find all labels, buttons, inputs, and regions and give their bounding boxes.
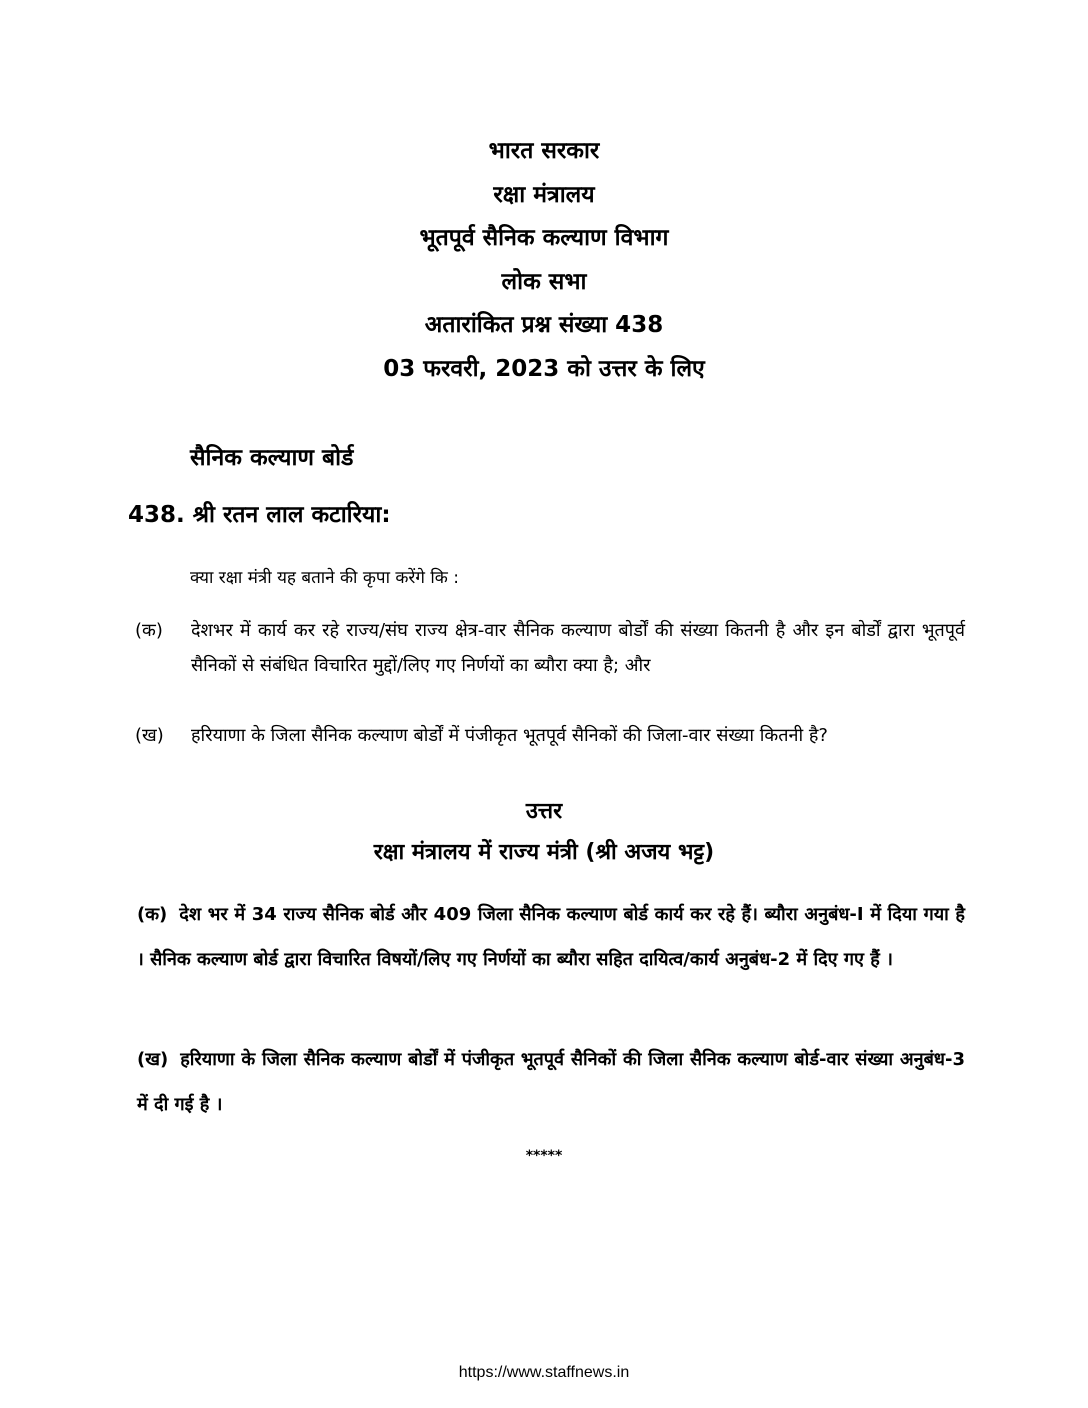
- question-intro: क्या रक्षा मंत्री यह बताने की कृपा करेंगे कि :: [190, 568, 459, 588]
- answer-item-ka: [137, 892, 965, 982]
- header-question-number: अतारांकित प्रश्न संख्या 438: [424, 312, 664, 338]
- header-answer-date: 03 फरवरी, 2023 को उत्तर के लिए: [383, 355, 705, 382]
- question-label: (ख): [135, 725, 164, 746]
- header-house: लोक सभा: [501, 268, 587, 295]
- answer-item-kha: [137, 1037, 965, 1127]
- footer-url[interactable]: https://www.staffnews.in: [458, 1364, 630, 1381]
- answering-minister: रक्षा मंत्रालय में राज्य मंत्री (श्री अजय भट्ट): [373, 840, 715, 865]
- question-item-ka: [135, 613, 965, 683]
- answer-label: (ख): [137, 1049, 169, 1070]
- header-department: भूतपूर्व सैनिक कल्याण विभाग: [419, 225, 669, 251]
- question-item-kha: [135, 718, 965, 753]
- end-marker: *****: [525, 1148, 563, 1164]
- document-header: [0, 130, 1088, 391]
- header-ministry: रक्षा मंत्रालय: [493, 181, 595, 208]
- answer-text: हरियाणा के जिला सैनिक कल्याण बोर्डों में पंजीकृत भूतपूर्व सैनिकों की जिला सैनिक कल्याण बोर्ड-वार संख्या अनुबंध-3 में दी गई है ।: [137, 1049, 965, 1115]
- question-text: हरियाणा के जिला सैनिक कल्याण बोर्डों में पंजीकृत भूतपूर्व सैनिकों की जिला-वार संख्या कितनी है?: [191, 725, 828, 746]
- question-text: देशभर में कार्य कर रहे राज्य/संघ राज्य क्षेत्र-वार सैनिक कल्याण बोर्डों की संख्या कितनी है और इन बोर्डों द्वारा भूतपूर्व सैनिकों से संबंधित विचारित मुद्दों/लिए गए निर्णयों का ब्यौरा क्या है; और: [191, 620, 965, 676]
- answer-text: देश भर में 34 राज्य सैनिक बोर्ड और 409 जिला सैनिक कल्याण बोर्ड कार्य कर रहे हैं। ब्यौरा अनुबंध-I में दिया गया है । सैनिक कल्याण बोर्ड द्वारा विचारित विषयों/लिए गए निर्णयों का ब्यौरा सहित दायित्व/कार्य अनुबंध-2 में दिए गए हैं ।: [137, 904, 965, 970]
- question-asker: 438. श्री रतन लाल कटारिया:: [128, 502, 391, 528]
- question-label: (क): [135, 620, 163, 641]
- answer-label: (क): [137, 904, 168, 925]
- question-subject: सैनिक कल्याण बोर्ड: [190, 445, 354, 471]
- header-government: भारत सरकार: [488, 138, 600, 164]
- answer-heading: उत्तर: [525, 799, 563, 824]
